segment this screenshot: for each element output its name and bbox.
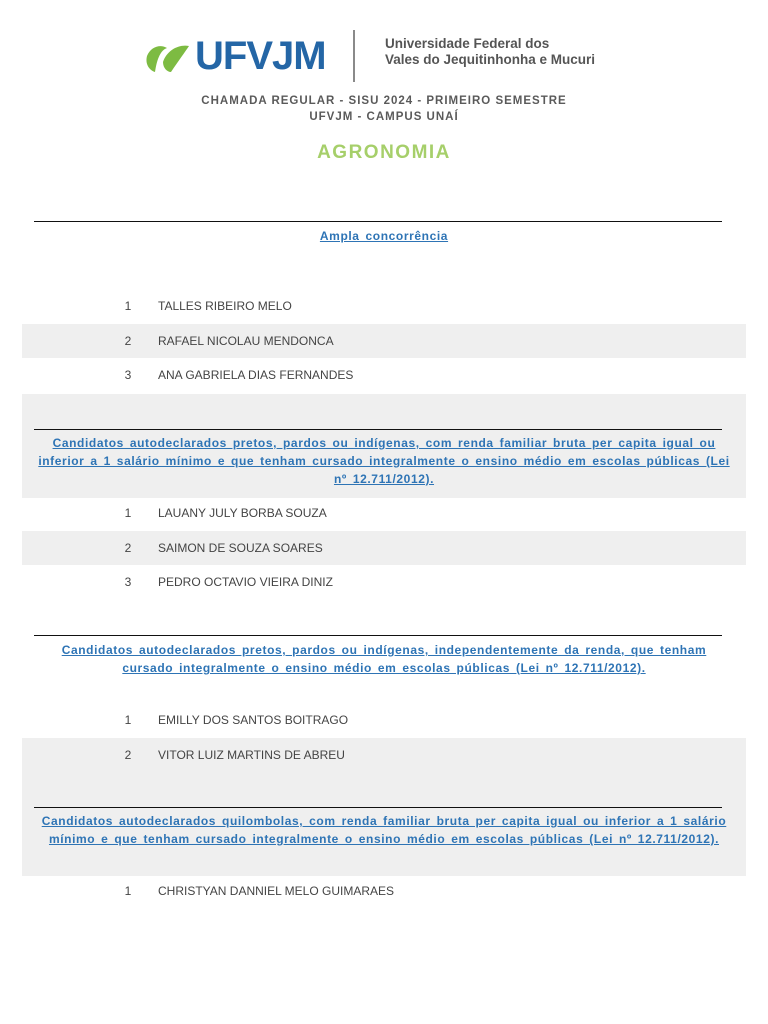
candidate-rank: 2 bbox=[124, 541, 132, 555]
section-title-line: nº 12.711/2012). bbox=[333, 472, 435, 486]
section-title-ampla: Ampla concorrência bbox=[319, 229, 449, 243]
candidate-rank: 2 bbox=[124, 334, 132, 348]
leaf-logo-icon bbox=[145, 42, 191, 76]
section-title-quilombolas bbox=[34, 812, 734, 848]
logo-wordmark: UFVJM bbox=[195, 34, 326, 78]
candidate-name: PEDRO OCTAVIO VIEIRA DINIZ bbox=[158, 575, 333, 589]
section-title-line: inferior a 1 salário mínimo e que tenham cursado integralmente o ensino médio em escolas públicas (Lei bbox=[38, 454, 730, 468]
section-title-line: Candidatos autodeclarados pretos, pardos ou indígenas, independentemente da renda, que tenham bbox=[61, 643, 707, 657]
candidate-rank: 1 bbox=[124, 884, 132, 898]
candidate-rank: 1 bbox=[124, 506, 132, 520]
section-divider bbox=[34, 221, 722, 222]
candidate-rank: 1 bbox=[124, 713, 132, 727]
institution-line-2: Vales do Jequitinhonha e Mucuri bbox=[385, 52, 596, 67]
campus-name: UFVJM - CAMPUS UNAÍ bbox=[309, 111, 459, 123]
section-title-pretos-independente bbox=[34, 641, 734, 677]
section-divider bbox=[34, 429, 722, 430]
course-title: AGRONOMIA bbox=[317, 142, 451, 163]
section-title-pretos-renda bbox=[34, 434, 734, 488]
candidate-row bbox=[22, 289, 746, 323]
candidate-row bbox=[22, 874, 746, 908]
candidate-name: TALLES RIBEIRO MELO bbox=[158, 299, 292, 313]
logo-divider bbox=[353, 30, 355, 82]
candidate-row bbox=[22, 496, 746, 530]
call-title: CHAMADA REGULAR - SISU 2024 - PRIMEIRO SEMESTRE bbox=[201, 95, 567, 107]
candidate-row bbox=[22, 738, 746, 772]
section-title-line: cursado integralmente o ensino médio em escolas públicas (Lei nº 12.711/2012). bbox=[122, 661, 646, 675]
candidate-rank: 3 bbox=[124, 575, 132, 589]
section-divider bbox=[34, 635, 722, 636]
institution-line-1: Universidade Federal dos bbox=[385, 36, 550, 51]
candidate-row bbox=[22, 358, 746, 392]
candidate-name: EMILLY DOS SANTOS BOITRAGO bbox=[158, 713, 349, 727]
candidate-row bbox=[22, 703, 746, 737]
candidate-row bbox=[22, 324, 746, 358]
candidate-rank: 2 bbox=[124, 748, 132, 762]
candidate-name: CHRISTYAN DANNIEL MELO GUIMARAES bbox=[158, 884, 395, 898]
section-title-line: Candidatos autodeclarados quilombolas, com renda familiar bruta per capita igual ou inferior a 1 salário bbox=[41, 814, 727, 828]
candidate-rank: 3 bbox=[124, 368, 132, 382]
candidate-row bbox=[22, 531, 746, 565]
ufvjm-logo bbox=[145, 28, 615, 86]
candidate-name: ANA GABRIELA DIAS FERNANDES bbox=[158, 368, 354, 382]
section-divider bbox=[34, 807, 722, 808]
candidate-rank: 1 bbox=[124, 299, 132, 313]
candidate-row bbox=[22, 565, 746, 599]
candidate-name: SAIMON DE SOUZA SOARES bbox=[158, 541, 323, 555]
candidate-name: LAUANY JULY BORBA SOUZA bbox=[158, 506, 327, 520]
candidate-name: RAFAEL NICOLAU MENDONCA bbox=[158, 334, 334, 348]
candidate-name: VITOR LUIZ MARTINS DE ABREU bbox=[158, 748, 345, 762]
institution-name bbox=[385, 36, 595, 68]
section-title-line: mínimo e que tenham cursado integralmente o ensino médio em escolas públicas (Lei nº 12.711/2012). bbox=[48, 832, 720, 846]
section-title-line: Candidatos autodeclarados pretos, pardos ou indígenas, com renda familiar bruta per capita igual ou bbox=[52, 436, 716, 450]
